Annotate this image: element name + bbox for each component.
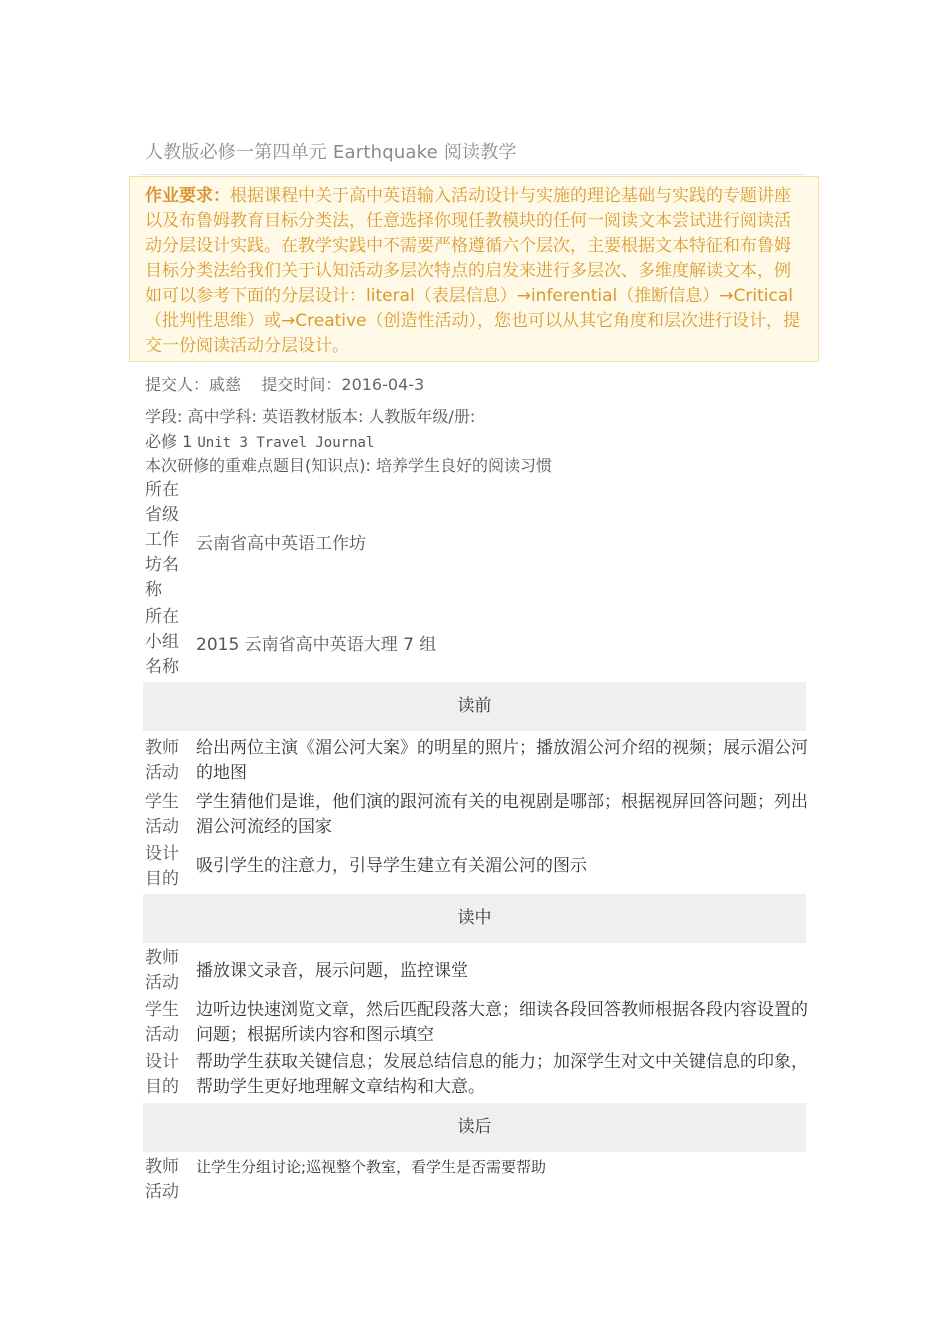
row-text: 吸引学生的注意力，引导学生建立有关湄公河的图示 [196, 856, 587, 876]
workshop-value: 云南省高中英语工作坊 [196, 534, 366, 554]
submitter-label: 提交人： [145, 375, 210, 394]
row-label: 教师活动 [145, 738, 179, 783]
submission-meta [145, 372, 424, 395]
submit-time: 2016-04-3 [341, 375, 425, 394]
row-label: 设计目的 [145, 844, 179, 889]
group-value: 2015 云南省高中英语大理 7 组 [196, 635, 437, 655]
row-text: 学生猜他们是谁，他们演的跟河流有关的电视剧是哪部；根据视屏回答问题；列出湄公河流经的国家 [196, 792, 808, 837]
research-topic-line: 本次研修的重难点题目(知识点): 培养学生良好的阅读习惯 [145, 456, 552, 475]
submit-time-label: 提交时间： [261, 375, 342, 394]
row-label: 教师活动 [145, 948, 179, 993]
row-text: 让学生分组讨论;巡视整个教室，看学生是否需要帮助 [196, 1158, 547, 1176]
row-text: 帮助学生获取关键信息；发展总结信息的能力；加深学生对文中关键信息的印象，帮助学生更好地理解文章结构和大意。 [196, 1052, 808, 1097]
submitter-name: 戚慈 [209, 375, 242, 394]
section-heading-post-reading: 读后 [143, 1103, 806, 1152]
section-heading-while-reading: 读中 [143, 894, 806, 943]
assignment-requirement-box [129, 176, 819, 362]
section-heading-pre-reading: 读前 [143, 682, 806, 731]
textbook-module: 必修 1 [145, 432, 198, 451]
course-info-line: 学段: 高中学科: 英语教材版本: 人教版年级/册: [145, 407, 476, 426]
textbook-unit: Unit 3 Travel Journal [197, 435, 375, 451]
title-divider [140, 174, 806, 175]
workshop-label: 所在省级工作坊名称 [145, 480, 179, 600]
group-label: 所在小组名称 [145, 607, 179, 677]
document-title: 人教版必修一第四单元 Earthquake 阅读教学 [145, 142, 517, 163]
row-text: 边听边快速浏览文章，然后匹配段落大意；细读各段回答教师根据各段内容设置的问题；根据所读内容和图示填空 [196, 1000, 808, 1045]
requirement-text: 根据课程中关于高中英语输入活动设计与实施的理论基础与实践的专题讲座以及布鲁姆教育目标分类法，任意选择你现任教模块的任何一阅读文本尝试进行阅读活动分层设计实践。在教学实践中不需要严格遵循六个层次，主要根据文本特征和布鲁姆目标分类法给我们关于认知活动多层次特点的启发来进行多层次、多维度解读文本，例如可以参考下面的分层设计：literal（表层信息）→inferential（推断信息）→Critical（批判性思维）或→Creative（创造性活动），您也可以从其它角度和层次进行设计，提交一份阅读活动分层设计。 [145, 186, 801, 356]
row-label: 设计目的 [145, 1052, 179, 1097]
textbook-unit-line [145, 429, 374, 452]
row-label: 学生活动 [145, 1000, 179, 1045]
requirement-label: 作业要求： [145, 186, 230, 206]
row-text: 给出两位主演《湄公河大案》的明星的照片；播放湄公河介绍的视频；展示湄公河的地图 [196, 738, 808, 783]
row-text: 播放课文录音，展示问题，监控课堂 [196, 961, 468, 981]
row-label: 学生活动 [145, 792, 179, 837]
row-label: 教师活动 [145, 1157, 179, 1202]
